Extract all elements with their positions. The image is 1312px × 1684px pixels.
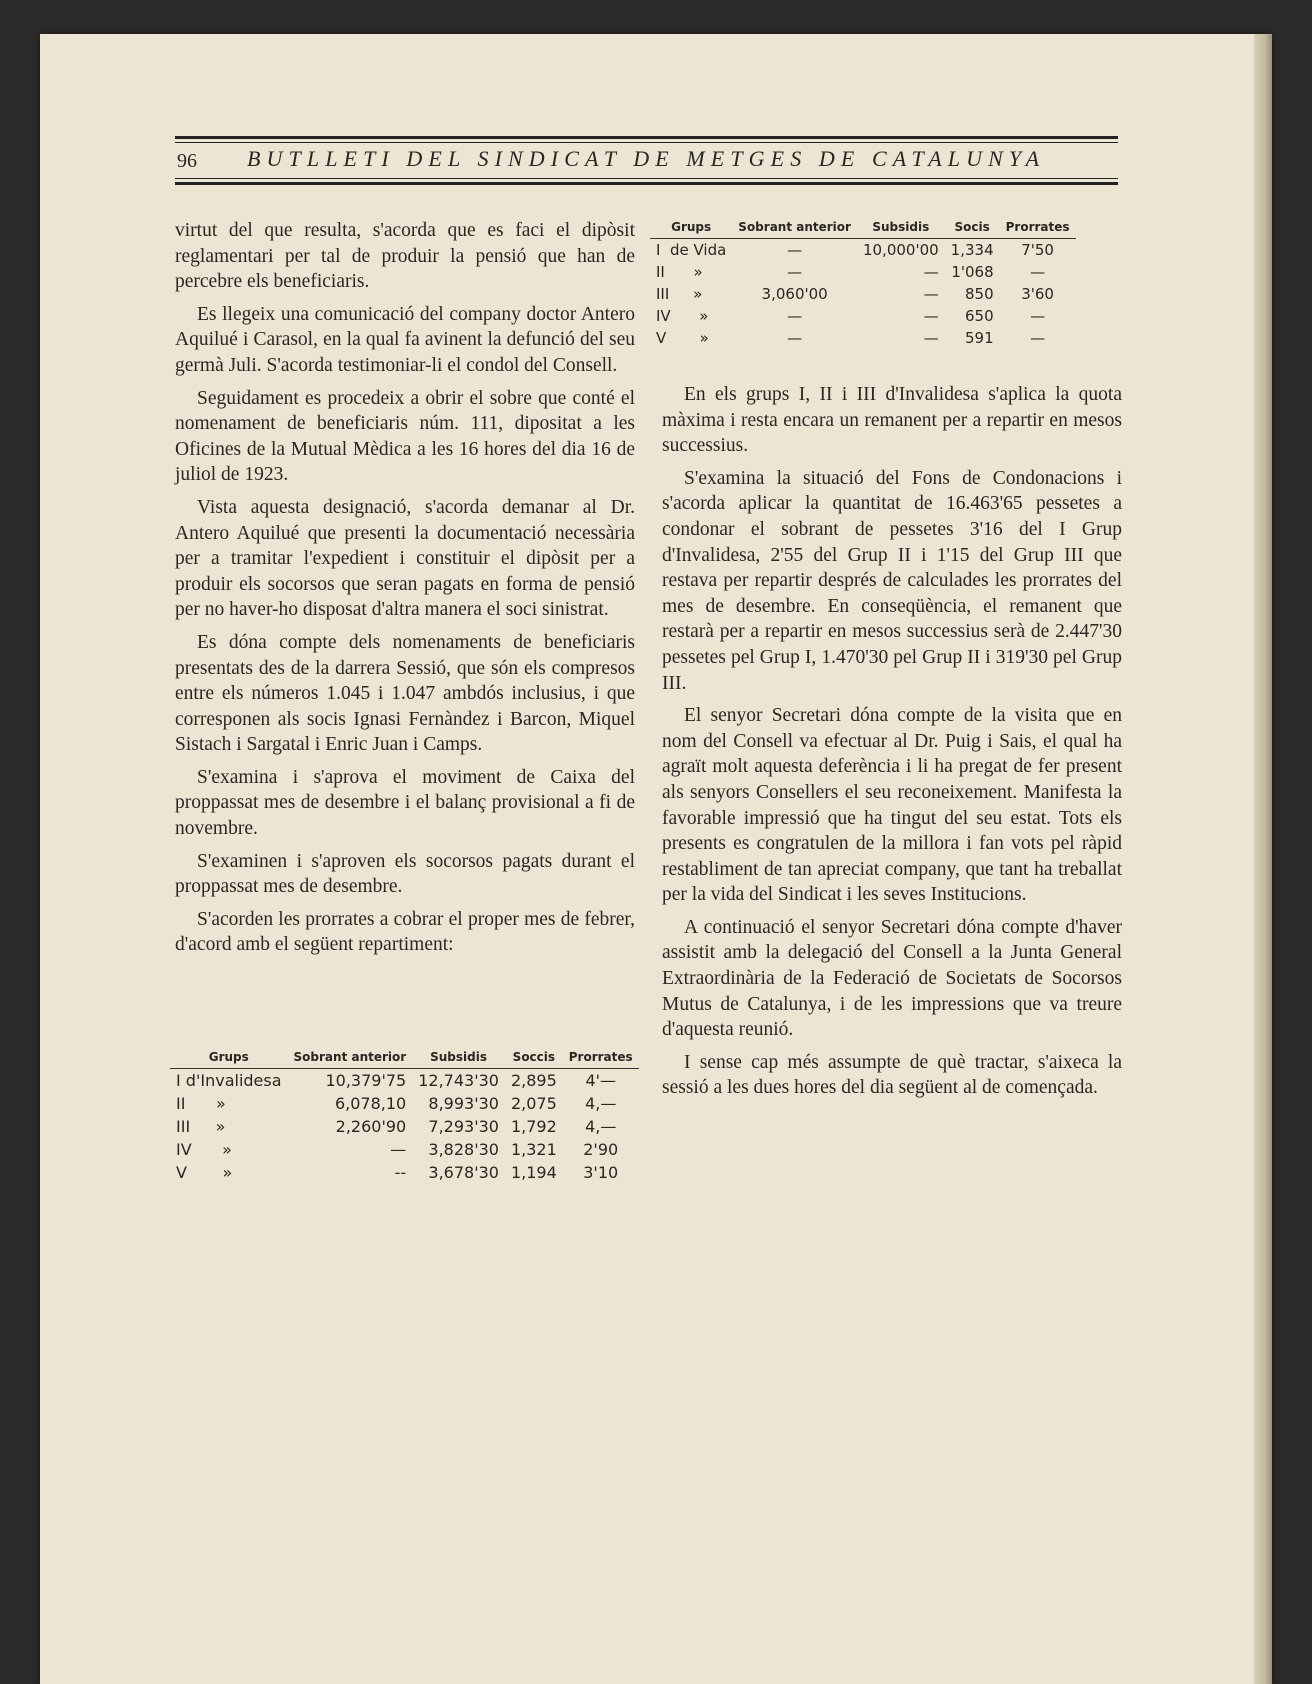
paragraph: Es llegeix una comunicació del company doctor Antero Aquilué i Carasol, en la qual fa avinent la defunció del seu germà Juli. S'acorda testimoniar-li el condol del Consell. <box>175 303 635 376</box>
invalidesa-prorrates-table <box>170 1050 639 1184</box>
cell-prorrates: 3'60 <box>1021 285 1054 303</box>
cell-sobrant: — <box>787 241 803 259</box>
cell-grup: II » <box>176 1094 226 1113</box>
table-row <box>650 239 1076 262</box>
column-header: Sobrant anterior <box>288 1050 413 1069</box>
left-column <box>175 218 635 965</box>
cell-sobrant: 3,060'00 <box>761 285 828 303</box>
cell-grup: V » <box>176 1163 233 1182</box>
cell-sobrant: — <box>787 329 803 347</box>
table-row <box>650 261 1076 283</box>
paragraph: virtut del que resulta, s'acorda que es faci el dipòsit reglamentari per tal de produir la pensió que han de percebre els beneficiaris. <box>175 220 635 293</box>
paragraph: Es dóna compte dels nomenaments de beneficiaris presentats des de la darrera Sessió, que són els compresos entre els números 1.045 i 1.047 ambdós inclusius, i que corresponen als socis Ignasi Fernàndez i Barcon, Miquel Sistach i Sargatal i Enric Juan i Camps. <box>175 631 635 756</box>
paragraph: En els grups I, II i III d'Invalidesa s'aplica la quota màxima i resta encara un remanent per a repartir en mesos successius. <box>662 384 1122 457</box>
cell-grup: IV » <box>176 1140 232 1159</box>
column-header: Grups <box>650 220 732 239</box>
cell-prorrates: 4'— <box>585 1071 617 1090</box>
cell-grup: I de Vida <box>656 241 727 259</box>
cell-subsidis: 7,293'30 <box>428 1117 499 1136</box>
journal-title: BUTLLETI DEL SINDICAT DE METGES DE CATALUNYA <box>247 146 1046 171</box>
column-header: Soccis <box>505 1050 563 1069</box>
cell-grup: V » <box>656 329 709 347</box>
cell-grup: III » <box>176 1117 226 1136</box>
cell-socis: 591 <box>964 329 994 347</box>
cell-prorrates: 2'90 <box>583 1140 619 1159</box>
cell-sobrant: — <box>787 263 803 281</box>
cell-grup: II » <box>656 263 703 281</box>
cell-sobrant: — <box>787 307 803 325</box>
cell-grup: I d'Invalidesa <box>176 1071 282 1090</box>
cell-sobrant: -- <box>394 1163 407 1182</box>
cell-prorrates: 4,— <box>585 1094 617 1113</box>
paragraph: S'acorden les prorrates a cobrar el proper mes de febrer, d'acord amb el següent repartiment: <box>175 908 635 956</box>
cell-prorrates: — <box>1030 307 1046 325</box>
cell-socis: 2,895 <box>510 1071 557 1090</box>
paragraph: S'examinen i s'aproven els socorsos pagats durant el proppassat mes de desembre. <box>175 850 635 898</box>
page-header <box>175 102 1118 186</box>
cell-socis: 1,334 <box>950 241 994 259</box>
column-header: Prorrates <box>563 1050 639 1069</box>
cell-subsidis: — <box>923 285 939 303</box>
cell-subsidis: 3,828'30 <box>428 1140 499 1159</box>
cell-sobrant: 2,260'90 <box>335 1117 407 1136</box>
table-row <box>170 1161 639 1184</box>
paragraph: I sense cap més assumpte de què tractar, s'aixeca la sessió a les dues hores del dia següent al de començada. <box>662 1051 1122 1099</box>
cell-subsidis: 10,000'00 <box>862 241 939 259</box>
column-header: Prorrates <box>1000 220 1076 239</box>
cell-prorrates: 7'50 <box>1021 241 1054 259</box>
table-header-row <box>650 220 1076 239</box>
cell-prorrates: 3'10 <box>583 1163 619 1182</box>
table-row <box>650 327 1076 349</box>
page-edge <box>1254 34 1272 1684</box>
page-number: 96 <box>177 150 197 172</box>
cell-socis: 1,792 <box>510 1117 557 1136</box>
cell-subsidis: 3,678'30 <box>428 1163 499 1182</box>
cell-socis: 1,321 <box>510 1140 557 1159</box>
paragraph: Seguidament es procedeix a obrir el sobre que conté el nomenament de beneficiaris núm. 111, dipositat a les Oficines de la Mutual Mèdica a les 16 hores del dia 16 de juliol de 1923. <box>175 387 635 486</box>
table-header-row <box>170 1050 639 1069</box>
header-rule-top <box>175 136 1118 139</box>
header-rule-bottom <box>175 182 1118 185</box>
header-rule-bottom-thin <box>175 178 1118 179</box>
table-row <box>650 283 1076 305</box>
cell-subsidis: — <box>923 329 939 347</box>
cell-socis: 2,075 <box>510 1094 557 1113</box>
cell-grup: III » <box>656 285 703 303</box>
column-header: Socis <box>945 220 1000 239</box>
table-row <box>650 305 1076 327</box>
cell-grup: IV » <box>656 307 709 325</box>
cell-sobrant: 10,379'75 <box>325 1071 407 1090</box>
cell-prorrates: — <box>1030 329 1046 347</box>
column-header: Subsidis <box>412 1050 505 1069</box>
cell-prorrates: — <box>1030 263 1046 281</box>
cell-socis: 1'068 <box>951 263 994 281</box>
cell-subsidis: 8,993'30 <box>428 1094 499 1113</box>
paragraph: Vista aquesta designació, s'acorda demanar al Dr. Antero Aquilué que presenti la documentació necessària per a tramitar l'expedient i constituir el dipòsit per a produir els socorsos que seran pagats en forma de pensió per no haver-ho disposat d'altra manera el soci sinistrat. <box>175 496 635 621</box>
paragraph: El senyor Secretari dóna compte de la visita que en nom del Consell va efectuar al Dr. Puig i Sais, el qual ha agraït molt aquesta deferència i li ha pregat de fer present als senyors Consellers el seu reconeixement. Manifesta la favorable impressió que ha tingut del seu estat. Tots els presents es congratulen de la millora i fan vots pel ràpid restabliment de tan apreciat company, que tant ha treballat per la vida del Sindicat i les seves Institucions. <box>662 705 1122 906</box>
paragraph: A continuació el senyor Secretari dóna compte d'haver assistit amb la delegació del Consell a la Junta General Extraordinària de la Federació de Societats de Socorsos Mutus de Catalunya, i de les impressions que va treure d'aquesta reunió. <box>662 916 1122 1041</box>
cell-prorrates: 4,— <box>585 1117 617 1136</box>
paragraph: S'examina la situació del Fons de Condonacions i s'acorda aplicar la quantitat de 16.463'65 pessetes a condonar el sobrant de pessetes 3'16 del I Grup d'Invalidesa, 2'55 del Grup II i 1'15 del Grup III que restava per repartir després de calculades les prorrates del mes de desembre. En conseqüència, el remanent que restarà per a repartir en mesos successius serà de 2.447'30 pessetes pel Grup I, 1.470'30 pel Grup II i 319'30 pel Grup III. <box>662 467 1122 694</box>
cell-sobrant: — <box>390 1140 407 1159</box>
vida-prorrates-table <box>650 220 1076 349</box>
cell-socis: 650 <box>964 307 994 325</box>
cell-socis: 850 <box>964 285 994 303</box>
table-row <box>170 1138 639 1161</box>
cell-socis: 1,194 <box>510 1163 557 1182</box>
cell-subsidis: — <box>923 307 939 325</box>
column-header: Subsidis <box>857 220 945 239</box>
table-row <box>170 1069 639 1093</box>
header-rule-top-thin <box>175 142 1118 143</box>
cell-subsidis: — <box>923 263 939 281</box>
cell-sobrant: 6,078,10 <box>334 1094 407 1113</box>
table-row <box>170 1092 639 1115</box>
right-column <box>662 382 1122 1108</box>
column-header: Grups <box>170 1050 288 1069</box>
cell-subsidis: 12,743'30 <box>418 1071 499 1090</box>
table-row <box>170 1115 639 1138</box>
column-header: Sobrant anterior <box>732 220 857 239</box>
paragraph: S'examina i s'aprova el moviment de Caixa del proppassat mes de desembre i el balanç provisional a fi de novembre. <box>175 766 635 840</box>
